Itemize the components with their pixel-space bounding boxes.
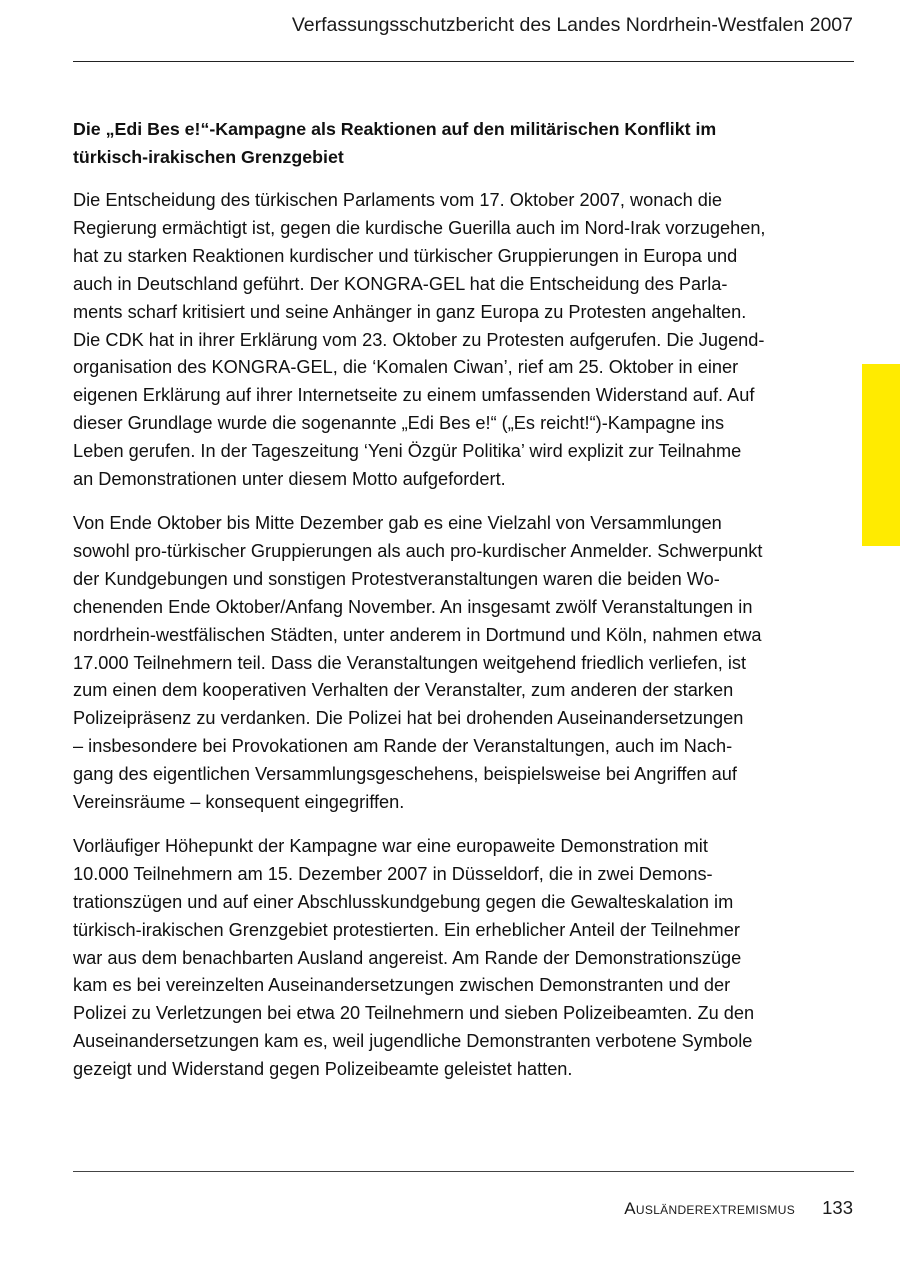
paragraph-line: organisation des KONGRA-GEL, die ‘Komalen Ciwan’, rief am 25. Oktober in einer xyxy=(73,357,739,378)
paragraph-line: Regierung ermächtigt ist, gegen die kurdische Guerilla auch im Nord-Irak vorzugehen, xyxy=(73,217,766,238)
paragraph-line: eigenen Erklärung auf ihrer Internetseite zu einem umfassenden Widerstand auf. Auf xyxy=(73,385,755,406)
footer-divider xyxy=(73,1171,854,1172)
paragraph-line: Auseinandersetzungen kam es, weil jugendliche Demonstranten verbotene Symbole xyxy=(73,1031,753,1052)
paragraph xyxy=(73,833,833,1084)
article-body xyxy=(73,115,833,1084)
paragraph-line: Vereinsräume – konsequent eingegriffen. xyxy=(73,792,405,813)
page-number: 133 xyxy=(822,1197,853,1218)
paragraph-line: Die CDK hat in ihrer Erklärung vom 23. Oktober zu Protesten aufgerufen. Die Jugend- xyxy=(73,329,765,350)
paragraph-line: Polizeipräsenz zu verdanken. Die Polizei hat bei drohenden Auseinandersetzungen xyxy=(73,708,744,729)
paragraph-line: 10.000 Teilnehmern am 15. Dezember 2007 in Düsseldorf, die in zwei Demons- xyxy=(73,863,713,884)
paragraph-line: dieser Grundlage wurde die sogenannte „Edi Bes e!“ („Es reicht!“)-Kampagne ins xyxy=(73,413,725,434)
paragraph-line: trationszügen und auf einer Abschlusskundgebung gegen die Gewalteskalation im xyxy=(73,891,734,912)
paragraph-line: ments scharf kritisiert und seine Anhänger in ganz Europa zu Protesten angehalten. xyxy=(73,301,747,322)
paragraph-line: an Demonstrationen unter diesem Motto aufgefordert. xyxy=(73,469,506,490)
paragraph-line: 17.000 Teilnehmern teil. Dass die Veranstaltungen weitgehend friedlich verliefen, ist xyxy=(73,652,747,673)
paragraph xyxy=(73,510,833,817)
paragraph-line: war aus dem benachbarten Ausland angereist. Am Rande der Demonstrationszüge xyxy=(73,947,742,968)
paragraph-line: Leben gerufen. In der Tageszeitung ‘Yeni Özgür Politika’ wird explizit zur Teilnahme xyxy=(73,441,742,462)
paragraph-line: auch in Deutschland geführt. Der KONGRA-GEL hat die Entscheidung des Parla- xyxy=(73,273,728,294)
paragraph-line: nordrhein-westfälischen Städten, unter anderem in Dortmund und Köln, nahmen etwa xyxy=(73,624,762,645)
paragraph-line: – insbesondere bei Provokationen am Rande der Veranstaltungen, auch im Nach- xyxy=(73,736,733,757)
paragraph-line: Von Ende Oktober bis Mitte Dezember gab es eine Vielzahl von Versammlungen xyxy=(73,512,722,533)
paragraph-line: türkisch-irakischen Grenzgebiet protestierten. Ein erheblicher Anteil der Teilnehmer xyxy=(73,919,740,940)
paragraph-line: hat zu starken Reaktionen kurdischer und türkischer Gruppierungen in Europa und xyxy=(73,245,738,266)
paragraph-line: kam es bei vereinzelten Auseinandersetzungen zwischen Demonstranten und der xyxy=(73,975,731,996)
paragraph-line: gang des eigentlichen Versammlungsgeschehens, beispielsweise bei Angriffen auf xyxy=(73,764,737,785)
footer-section-label: Ausländerextremismus xyxy=(624,1199,795,1218)
paragraph-line: Vorläufiger Höhepunkt der Kampagne war eine europaweite Demonstration mit xyxy=(73,835,708,856)
paragraph-line: gezeigt und Widerstand gegen Polizeibeamte geleistet hatten. xyxy=(73,1059,573,1080)
header-divider xyxy=(73,61,854,62)
paragraph-line: der Kundgebungen und sonstigen Protestveranstaltungen waren die beiden Wo- xyxy=(73,568,720,589)
paragraph-line: sowohl pro-türkischer Gruppierungen als auch pro-kurdischer Anmelder. Schwerpunkt xyxy=(73,540,763,561)
chapter-tab-marker xyxy=(862,364,900,546)
paragraph-line: Polizei zu Verletzungen bei etwa 20 Teilnehmern und sieben Polizeibeamten. Zu den xyxy=(73,1003,755,1024)
paragraph-line: chenenden Ende Oktober/Anfang November. An insgesamt zwölf Veranstaltungen in xyxy=(73,596,753,617)
paragraph-line: Die Entscheidung des türkischen Parlaments vom 17. Oktober 2007, wonach die xyxy=(73,190,723,210)
paragraph xyxy=(73,187,833,494)
running-header-title: Verfassungsschutzbericht des Landes Nordrhein-Westfalen 2007 xyxy=(291,14,853,36)
section-heading-line: Die „Edi Bes e!“-Kampagne als Reaktionen auf den militärischen Konflikt im xyxy=(73,119,717,139)
section-heading xyxy=(73,115,833,171)
section-heading-line: türkisch-irakischen Grenzgebiet xyxy=(73,147,344,167)
paragraph-line: zum einen dem kooperativen Verhalten der Veranstalter, zum anderen der starken xyxy=(73,680,734,701)
